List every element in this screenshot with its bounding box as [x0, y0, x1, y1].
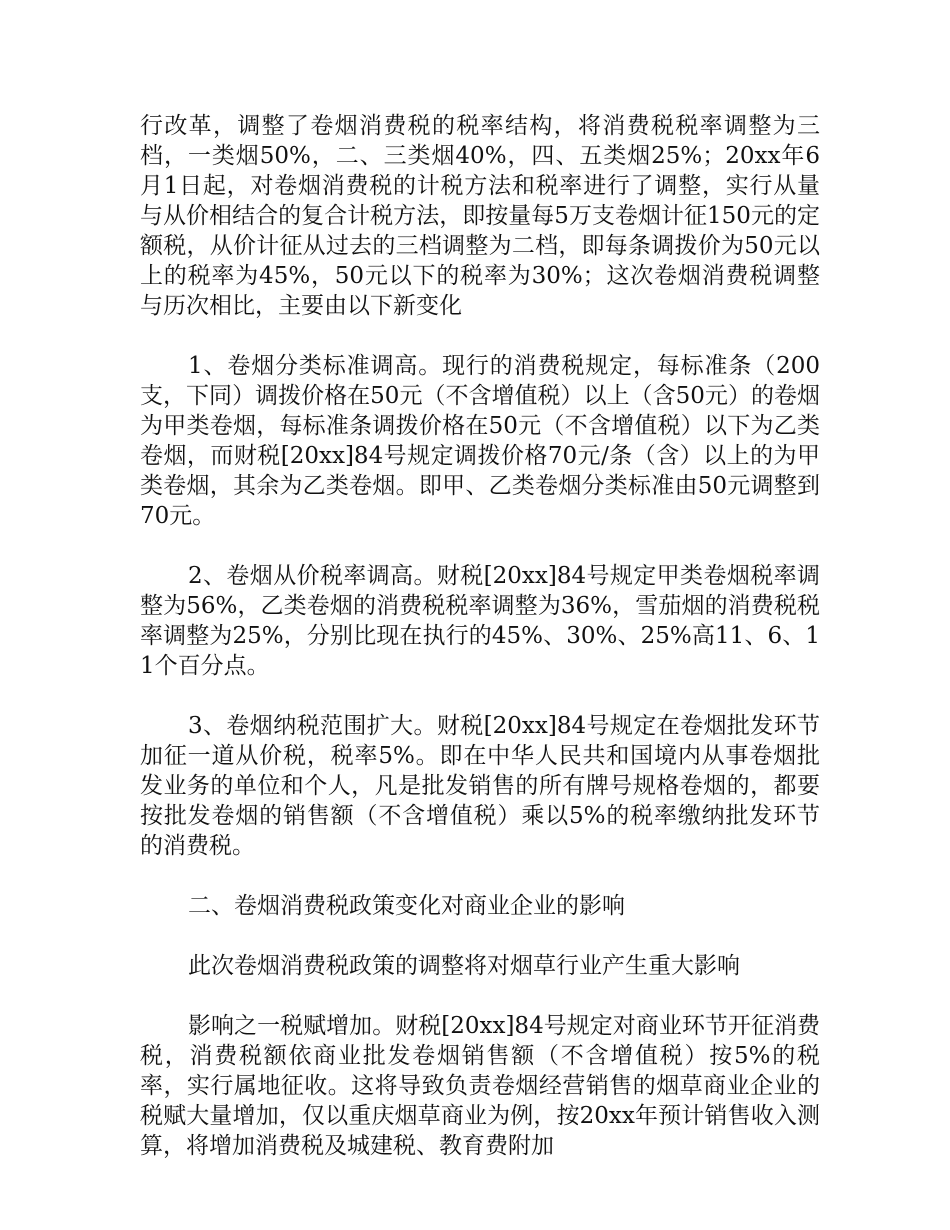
section-heading: 二、卷烟消费税政策变化对商业企业的影响 [188, 893, 625, 919]
paragraph-item-1: 1、卷烟分类标准调高。现行的消费税规定，每标准条（200支，下同）调拨价格在50元（不含增值税）以上（含50元）的卷烟为甲类卷烟，每标准条调拨价格在50元（不含增值税）以下为乙类卷烟，而财税[20xx]84号规定调拨价格70元/条（含）以上的为甲类卷烟，其余为乙类卷烟。即甲、乙类卷烟分类标准由50元调整到70元。 [140, 353, 820, 529]
paragraph-intro: 行改革，调整了卷烟消费税的税率结构，将消费税税率调整为三档，一类烟50%，二、三类烟40%，四、五类烟25%；20xx年6月1日起，对卷烟消费税的计税方法和税率进行了调整，实行从量与从价相结合的复合计税方法，即按量每5万支卷烟计征150元的定额税，从价计征从过去的三档调整为二档，即每条调拨价为50元以上的税率为45%，50元以下的税率为30%；这次卷烟消费税调整与历次相比，主要由以下新变化 [140, 113, 820, 319]
paragraph-item-3: 3、卷烟纳税范围扩大。财税[20xx]84号规定在卷烟批发环节加征一道从价税，税率5%。即在中华人民共和国境内从事卷烟批发业务的单位和个人，凡是批发销售的所有牌号规格卷烟的，都要按批发卷烟的销售额（不含增值税）乘以5%的税率缴纳批发环节的消费税。 [140, 713, 820, 859]
paragraph-summary: 此次卷烟消费税政策的调整将对烟草行业产生重大影响 [188, 953, 740, 979]
paragraph-item-2: 2、卷烟从价税率调高。财税[20xx]84号规定甲类卷烟税率调整为56%，乙类卷烟的消费税税率调整为36%，雪茄烟的消费税税率调整为25%，分别比现在执行的45%、30%、25%高11、6、11个百分点。 [140, 563, 820, 679]
document-body [140, 111, 820, 1191]
paragraph-impact-1: 影响之一税赋增加。财税[20xx]84号规定对商业环节开征消费税，消费税额依商业批发卷烟销售额（不含增值税）按5%的税率，实行属地征收。这将导致负责卷烟经营销售的烟草商业企业的税赋大量增加，仅以重庆烟草商业为例，按20xx年预计销售收入测算，将增加消费税及城建税、教育费附加 [140, 1013, 820, 1159]
